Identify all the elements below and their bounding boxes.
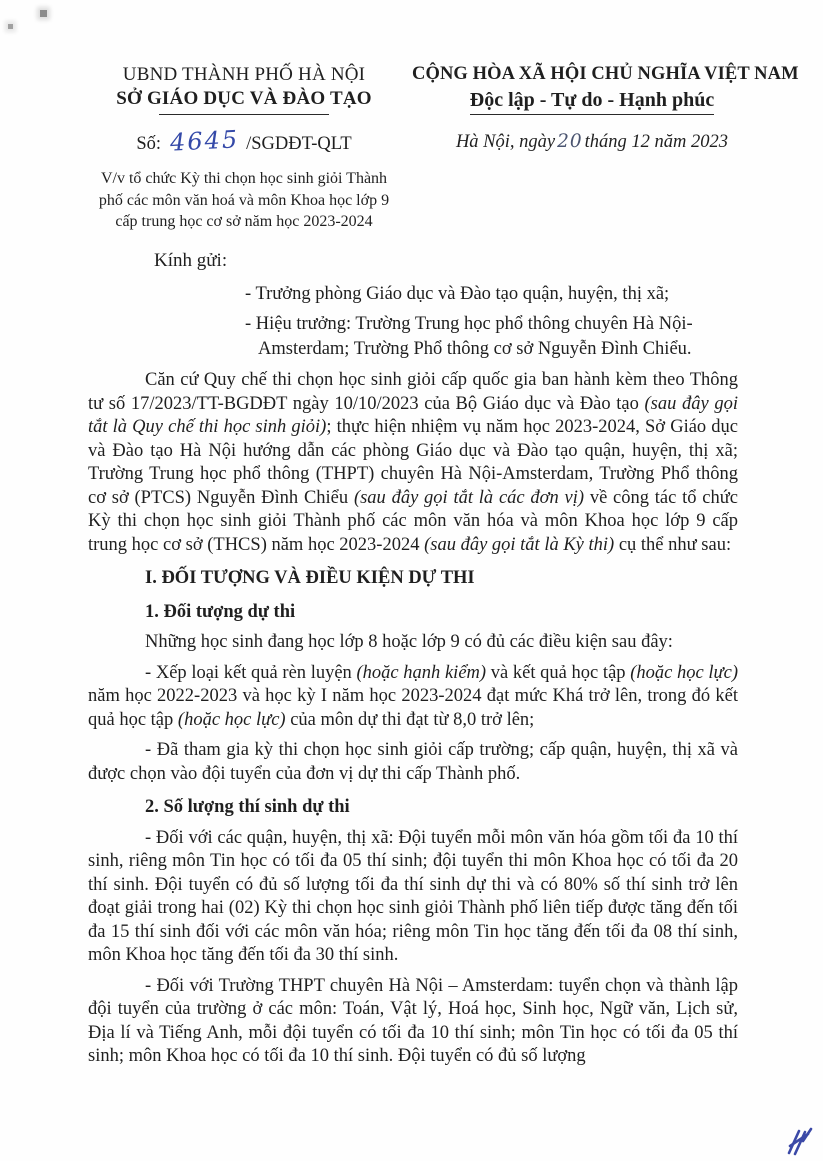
paragraph: - Đối với Trường THPT chuyên Hà Nội – Amsterdam: tuyển chọn và thành lập đội tuyển của trường ở các môn: Toán, Vật lý, Hoá học, Sinh học, Ngữ văn, Lịch sử, Địa lí và Tiếng Anh, mỗi đội tuyển có tối đa 10 thí sinh; môn Tin học có tối đa 05 thí sinh; môn Khoa học có tối đa 10 thí sinh. Đội tuyển có đủ số lượng <box>88 975 738 1066</box>
recipients <box>245 282 757 362</box>
document-header <box>0 0 823 233</box>
paragraph: - Xếp loại kết quả rèn luyện (hoặc hạnh kiểm) và kết quả học tập (hoặc học lực) năm học 2022-2023 và học kỳ I năm học 2023-2024 đạt mức Khá trở lên, trong đó kết quả học tập (hoặc học lực) của môn dự thi đạt từ 8,0 trở lên; <box>88 662 738 730</box>
paragraph: Căn cứ Quy chế thi chọn học sinh giỏi cấp quốc gia ban hành kèm theo Thông tư số 17/2023/TT-BGDĐT ngày 10/10/2023 của Bộ Giáo dục và Đào tạo (sau đây gọi tắt là Quy chế thi học sinh giỏi); thực hiện nhiệm vụ năm học 2023-2024, Sở Giáo dục và Đào tạo Hà Nội hướng dẫn các phòng Giáo dục và Đào tạo quận, huyện, thị xã; Trường Trung học phổ thông (THPT) chuyên Hà Nội-Amsterdam, Trường Phổ thông cơ sở (PTCS) Nguyễn Đình Chiểu (sau đây gọi tắt là các đơn vị) về công tác tổ chức Kỳ thi chọn học sinh giỏi Thành phố các môn văn hóa và môn Khoa học lớp 9 cấp trung học cơ sở (THCS) năm học 2023-2024 (sau đây gọi tắt là Kỳ thi) cụ thể như sau: <box>88 370 739 555</box>
document-body-wrapper <box>88 249 738 1069</box>
document-number-line <box>76 127 412 155</box>
document-number-suffix: /SGDĐT-QLT <box>246 134 352 154</box>
national-motto-block <box>412 64 799 233</box>
paragraph: Những học sinh đang học lớp 8 hoặc lớp 9 có đủ các điều kiện sau đây: <box>145 632 673 652</box>
document-number-prefix: Số: <box>136 134 162 154</box>
national-title: CỘNG HÒA XÃ HỘI CHỦ NGHĨA VIỆT NAM <box>412 64 799 84</box>
agency-parent-name: UBND THÀNH PHỐ HÀ NỘI <box>122 64 366 85</box>
section-heading: 2. Số lượng thí sinh dự thi <box>145 797 350 817</box>
recipient-line: - Hiệu trưởng: Trường Trung học phổ thông chuyên Hà Nội-Amsterdam; Trường Phổ thông cơ sở Nguyễn Đình Chiểu. <box>245 314 693 359</box>
staple-mark <box>40 10 47 17</box>
date-prefix: Hà Nội, ngày <box>455 132 556 152</box>
paragraph: - Đã tham gia kỳ thi chọn học sinh giỏi cấp trường; cấp quận, huyện, thị xã và được chọn vào đội tuyển của đơn vị dự thi cấp Thành phố. <box>88 740 738 784</box>
document-subject: V/v tổ chức Kỳ thi chọn học sinh giỏi Thành phố các môn văn hoá và môn Khoa học lớp 9 cấp trung học cơ sở năm học 2023-2024 <box>98 170 390 230</box>
handwritten-initials-mark <box>781 1119 817 1159</box>
document-number-handwritten: 4645 <box>169 125 240 157</box>
national-motto: Độc lập - Tự do - Hạnh phúc <box>412 89 772 115</box>
section-heading: I. ĐỐI TƯỢNG VÀ ĐIỀU KIỆN DỰ THI <box>145 568 475 588</box>
section-heading: 1. Đối tượng dự thi <box>145 601 296 622</box>
staple-mark <box>8 24 13 29</box>
date-suffix: tháng 12 năm 2023 <box>584 132 729 152</box>
paragraph: - Đối với các quận, huyện, thị xã: Đội tuyển mỗi môn văn hóa gồm tối đa 10 thí sinh, riêng môn Tin học có tối đa 05 thí sinh; đội tuyển thi môn Khoa học có tối đa 20 thí sinh. Đội tuyển có đủ số lượng tối đa thí sinh dự thi và có 80% số thí sinh trở lên đoạt giải trong hai (02) Kỳ thi chọn học sinh giỏi Thành phố liên tiếp được tăng đến tối đa 15 thí sinh đối với các môn văn hóa; riêng môn Tin học tăng đến tối đa 08 thí sinh, môn Khoa học tăng đến tối đa 30 thí sinh. <box>88 827 738 965</box>
place-date-line <box>412 131 772 153</box>
salutation: Kính gửi: <box>154 249 228 271</box>
agency-name: SỞ GIÁO DỤC VÀ ĐÀO TẠO <box>116 88 372 109</box>
date-day-handwritten: 20 <box>557 131 583 152</box>
document-body <box>88 369 738 1069</box>
recipient-line: - Trưởng phòng Giáo dục và Đào tạo quận, huyện, thị xã; <box>245 284 670 304</box>
issuing-agency-block <box>76 64 412 233</box>
agency-underline <box>159 114 329 115</box>
